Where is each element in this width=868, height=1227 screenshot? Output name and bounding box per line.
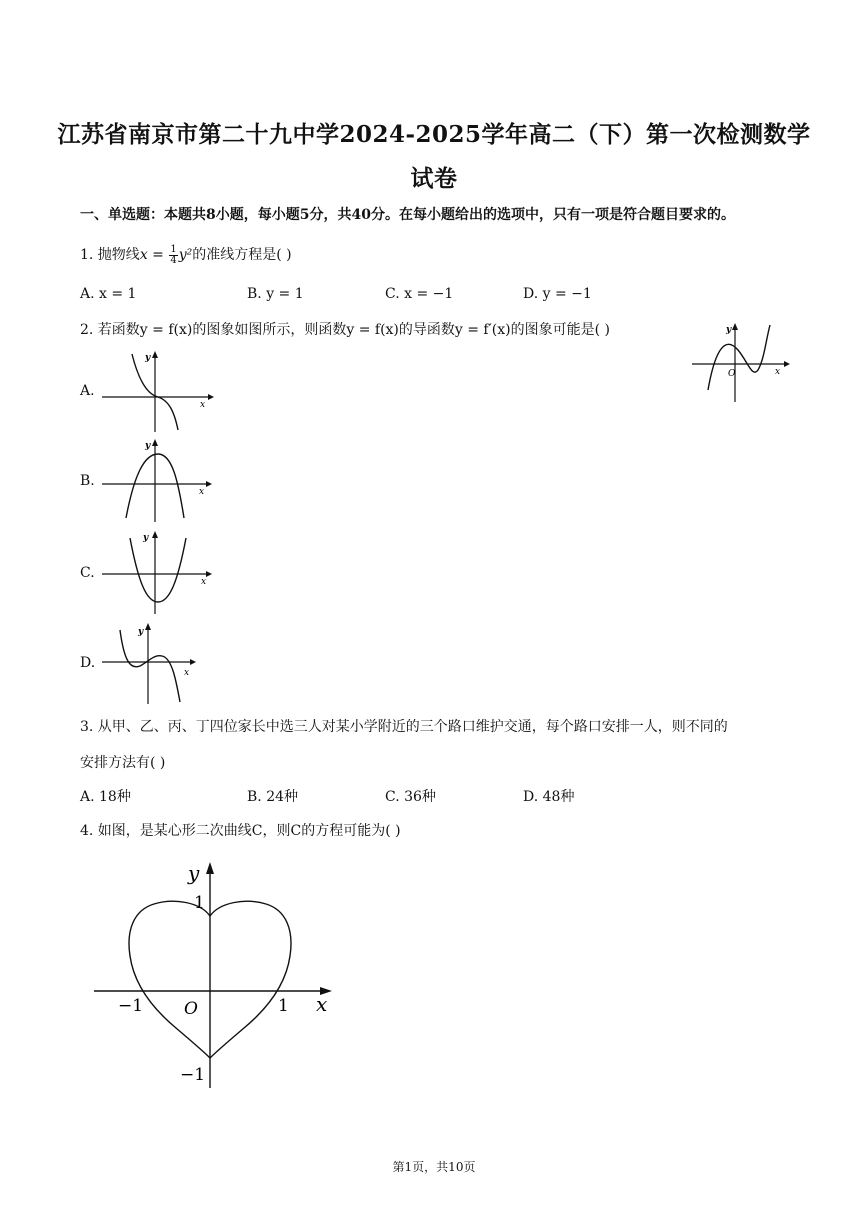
heart-bottom-label: −1 [180, 1065, 206, 1085]
question-1-fraction [169, 245, 177, 266]
question-1-suffix: 的准线方程是( ) [192, 247, 292, 263]
option-2b-label: B. [80, 473, 95, 489]
option-1d: D. y = −1 [523, 286, 592, 302]
axis-y-label: y [726, 325, 732, 335]
option-2d-label: D. [80, 655, 96, 671]
heart-right-label: 1 [278, 996, 289, 1016]
option-2c-label: C. [80, 565, 95, 581]
heart-x-label: x [316, 992, 328, 1016]
heart-left-label: −1 [118, 996, 144, 1016]
option-2a-label: A. [80, 383, 95, 399]
fraction-numerator: 1 [170, 243, 177, 255]
axis-y-label: y [145, 441, 151, 451]
option-3b: B. 24种 [247, 789, 299, 805]
option-3c: C. 36种 [385, 789, 436, 805]
axis-x-label: x [200, 400, 206, 410]
option-3d: D. 48种 [523, 789, 575, 805]
axis-x-label: x [184, 668, 190, 678]
option-1a: A. x = 1 [80, 286, 137, 302]
option-1c: C. x = −1 [385, 286, 454, 302]
page-title: 江苏省南京市第二十九中学2024-2025学年高二（下）第一次检测数学 [57, 121, 811, 148]
question-1 [80, 244, 292, 266]
option-1b: B. y = 1 [247, 286, 304, 302]
axis-y-label: y [143, 533, 149, 543]
axis-x-label: x [199, 487, 205, 497]
origin-label: O [728, 369, 736, 379]
page-footer: 第1页，共10页 [392, 1160, 476, 1174]
option-3a: A. 18种 [80, 789, 131, 805]
question-3-line-1: 3. 从甲、乙、丙、丁四位家长中选三人对某小学附近的三个路口维护交通，每个路口安排一人，则不同的 [80, 719, 728, 735]
section-header: 一、单选题：本题共8小题，每小题5分，共40分。在每小题给出的选项中，只有一项是符合题目要求的。 [80, 207, 735, 223]
axis-y-label: y [145, 353, 151, 363]
heart-origin-label: O [184, 999, 198, 1019]
question-2: 2. 若函数y = f(x)的图象如图所示，则函数y = f(x)的导函数y = f′(x)的图象可能是( ) [80, 322, 610, 338]
axis-y-label: y [138, 627, 144, 637]
question-1-prefix: 1. 抛物线 [80, 247, 140, 263]
question-4: 4. 如图，是某心形二次曲线C，则C的方程可能为( ) [80, 823, 401, 839]
heart-top-label: 1 [194, 893, 205, 913]
question-4-heart-graph [88, 858, 340, 1094]
page-title-continued: 试卷 [410, 165, 458, 192]
axis-x-label: x [201, 577, 207, 587]
fraction-denominator: 4 [170, 254, 177, 266]
option-2a-graph [100, 348, 216, 432]
option-2d-graph [100, 620, 200, 704]
option-2b-graph [100, 436, 216, 522]
question-3-line-2: 安排方法有( ) [80, 755, 166, 771]
question-1-y2: y² [178, 247, 193, 263]
question-1-x-eq: x = [139, 247, 164, 263]
option-2c-graph [100, 528, 216, 614]
heart-y-label: y [188, 861, 200, 885]
axis-x-label: x [775, 367, 781, 377]
question-2-function-graph [690, 320, 790, 402]
